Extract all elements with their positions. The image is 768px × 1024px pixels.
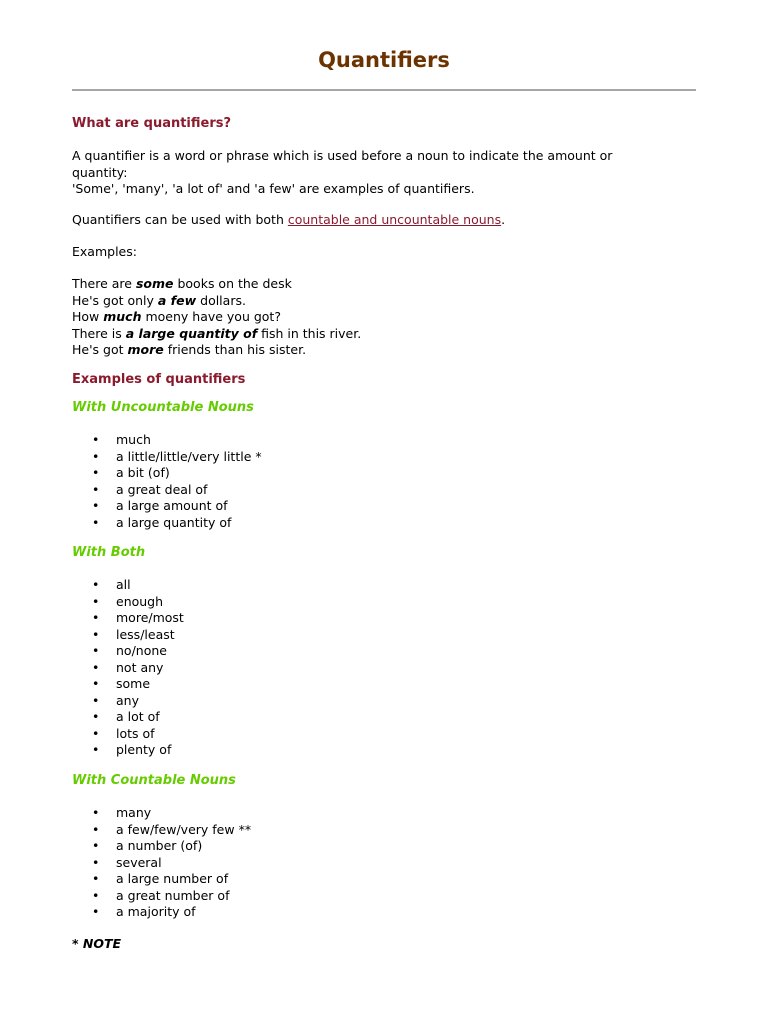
subheading-uncountable: With Uncountable Nouns (72, 400, 254, 415)
example-text: There are (72, 276, 136, 291)
section-heading-what-are-quantifiers: What are quantifiers? (72, 116, 232, 131)
list-item: • some (72, 676, 696, 693)
note-block (72, 936, 696, 953)
subheading-both: With Both (72, 545, 146, 560)
list-item: • plenty of (72, 742, 696, 759)
countable-heading-block (72, 773, 696, 790)
list-item: • less/least (72, 627, 696, 644)
definition-paragraph (72, 148, 696, 198)
example-sentence (72, 342, 696, 359)
both-block (72, 577, 696, 759)
example-quantifier: a large quantity of (125, 325, 258, 341)
section-what-heading-block (72, 116, 696, 133)
example-text: There is (72, 325, 126, 341)
list-item: • a number (of) (72, 838, 696, 855)
usage-paragraph (72, 212, 696, 229)
example-quantifier: much (103, 309, 142, 324)
usage-text-before: Quantifiers can be used with both (72, 212, 288, 227)
example-text: books on the desk (173, 276, 292, 291)
list-item: • more/most (72, 610, 696, 627)
subheading-countable: With Countable Nouns (72, 773, 236, 788)
example-text: He's got (72, 342, 128, 357)
example-text: moeny have you got? (141, 309, 281, 324)
list-item: • a lot of (72, 709, 696, 726)
list-item: • much (72, 432, 696, 449)
note-label: * NOTE (72, 936, 122, 951)
list-item: • all (72, 577, 696, 594)
example-sentence (72, 276, 696, 293)
both-heading-block (72, 545, 696, 562)
both-list (72, 577, 696, 759)
list-item: • a majority of (72, 904, 696, 921)
uncountable-list (72, 432, 696, 531)
list-item: • a large quantity of (72, 515, 696, 532)
section-heading-examples-of-quantifiers: Examples of quantifiers (72, 372, 246, 387)
countable-uncountable-link[interactable]: countable and uncountable nouns (287, 212, 502, 227)
definition-line-2: quantity: (72, 164, 128, 180)
example-text: friends than his sister. (163, 342, 307, 357)
list-item: • a few/few/very few ** (72, 822, 696, 839)
examples-list (72, 276, 696, 359)
examples-label: Examples: (72, 244, 137, 259)
examples-label-block (72, 244, 696, 261)
example-text: fish in this river. (257, 325, 362, 341)
list-item: • a little/little/very little * (72, 449, 696, 466)
list-item: • not any (72, 660, 696, 677)
list-item: • no/none (72, 643, 696, 660)
list-item: • enough (72, 594, 696, 611)
list-item: • a great number of (72, 888, 696, 905)
list-item: • many (72, 805, 696, 822)
title-divider (72, 89, 696, 91)
list-item: • several (72, 855, 696, 872)
example-text: He's got only (72, 292, 158, 308)
example-sentence (72, 293, 696, 310)
definition-line-3: 'Some', 'many', 'a lot of' and 'a few' are examples of quantifiers. (72, 181, 475, 196)
countable-block (72, 805, 696, 921)
countable-list (72, 805, 696, 921)
usage-text-after: . (501, 212, 506, 227)
examples-of-quantifiers-block (72, 372, 696, 389)
list-item: • a bit (of) (72, 465, 696, 482)
list-item: • a great deal of (72, 482, 696, 499)
uncountable-heading-block (72, 400, 696, 417)
example-sentence (72, 326, 696, 343)
example-text: dollars. (196, 292, 246, 308)
list-item: • any (72, 693, 696, 710)
definition-line-1: A quantifier is a word or phrase which is used before a noun to indicate the amount or (72, 148, 613, 163)
usage-line (72, 212, 696, 229)
page-title: Quantifiers (318, 48, 450, 72)
example-quantifier: some (135, 276, 174, 291)
example-text: How (72, 309, 104, 324)
example-quantifier: more (127, 342, 164, 357)
example-quantifier: a few (157, 292, 197, 308)
uncountable-block (72, 432, 696, 531)
list-item: • a large number of (72, 871, 696, 888)
example-sentence (72, 309, 696, 326)
list-item: • a large amount of (72, 498, 696, 515)
list-item: • lots of (72, 726, 696, 743)
